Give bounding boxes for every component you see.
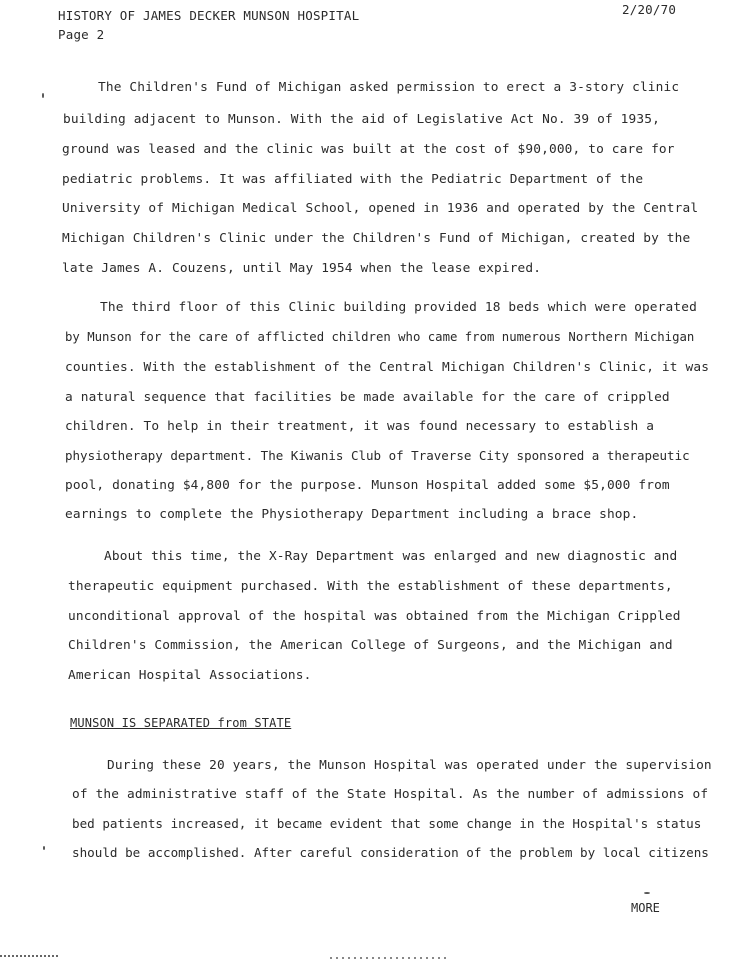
text-line: The third floor of this Clinic building provided 18 beds which were operated xyxy=(100,300,697,315)
text-line: About this time, the X-Ray Department was enlarged and new diagnostic and xyxy=(104,549,678,564)
text-line: by Munson for the care of afflicted children who came from numerous Northern Michigan xyxy=(65,330,695,344)
text-line: The Children's Fund of Michigan asked permission to erect a 3-story clinic xyxy=(98,80,680,95)
text-line: pediatric problems. It was affiliated with the Pediatric Department of the xyxy=(62,172,644,187)
text-line: should be accomplished. After careful consideration of the problem by local citizens xyxy=(72,845,709,860)
scan-speck xyxy=(644,892,650,894)
text-line: unconditional approval of the hospital was obtained from the Michigan Crippled xyxy=(68,609,681,624)
text-line: ground was leased and the clinic was built at the cost of $90,000, to care for xyxy=(62,142,675,157)
text-line: During these 20 years, the Munson Hospital was operated under the supervision xyxy=(107,758,712,773)
text-line: late James A. Couzens, until May 1954 when the lease expired. xyxy=(62,261,542,276)
text-line: pool, donating $4,800 for the purpose. Munson Hospital added some $5,000 from xyxy=(65,478,670,493)
text-line: therapeutic equipment purchased. With the establishment of these departments, xyxy=(68,579,673,594)
document-date: 2/20/70 xyxy=(622,2,677,17)
document-title: HISTORY OF JAMES DECKER MUNSON HOSPITAL xyxy=(58,8,360,23)
text-line: bed patients increased, it became evident that some change in the Hospital's status xyxy=(72,816,702,831)
page-number: Page 2 xyxy=(58,27,105,42)
text-line: counties. With the establishment of the Central Michigan Children's Clinic, it was xyxy=(65,360,710,375)
text-line: physiotherapy department. The Kiwanis Club of Traverse City sponsored a therapeutic xyxy=(65,448,690,463)
text-line: of the administrative staff of the State Hospital. As the number of admissions of xyxy=(72,787,709,802)
text-line: children. To help in their treatment, it was found necessary to establish a xyxy=(65,419,655,434)
text-line: University of Michigan Medical School, opened in 1936 and operated by the Central xyxy=(62,201,699,216)
scan-speck xyxy=(42,93,44,98)
text-line: Michigan Children's Clinic under the Children's Fund of Michigan, created by the xyxy=(62,231,691,246)
text-line: American Hospital Associations. xyxy=(68,668,312,683)
scan-edge-artifact xyxy=(330,957,450,959)
text-line: a natural sequence that facilities be made available for the care of crippled xyxy=(65,390,670,405)
text-line: earnings to complete the Physiotherapy Department including a brace shop. xyxy=(65,507,639,522)
scan-edge-artifact xyxy=(0,955,60,957)
scan-speck xyxy=(43,846,45,850)
text-line: building adjacent to Munson. With the aid of Legislative Act No. 39 of 1935, xyxy=(63,112,660,127)
text-line: Children's Commission, the American College of Surgeons, and the Michigan and xyxy=(68,638,673,653)
more-marker: MORE xyxy=(631,901,660,915)
section-heading: MUNSON IS SEPARATED from STATE xyxy=(70,716,292,730)
